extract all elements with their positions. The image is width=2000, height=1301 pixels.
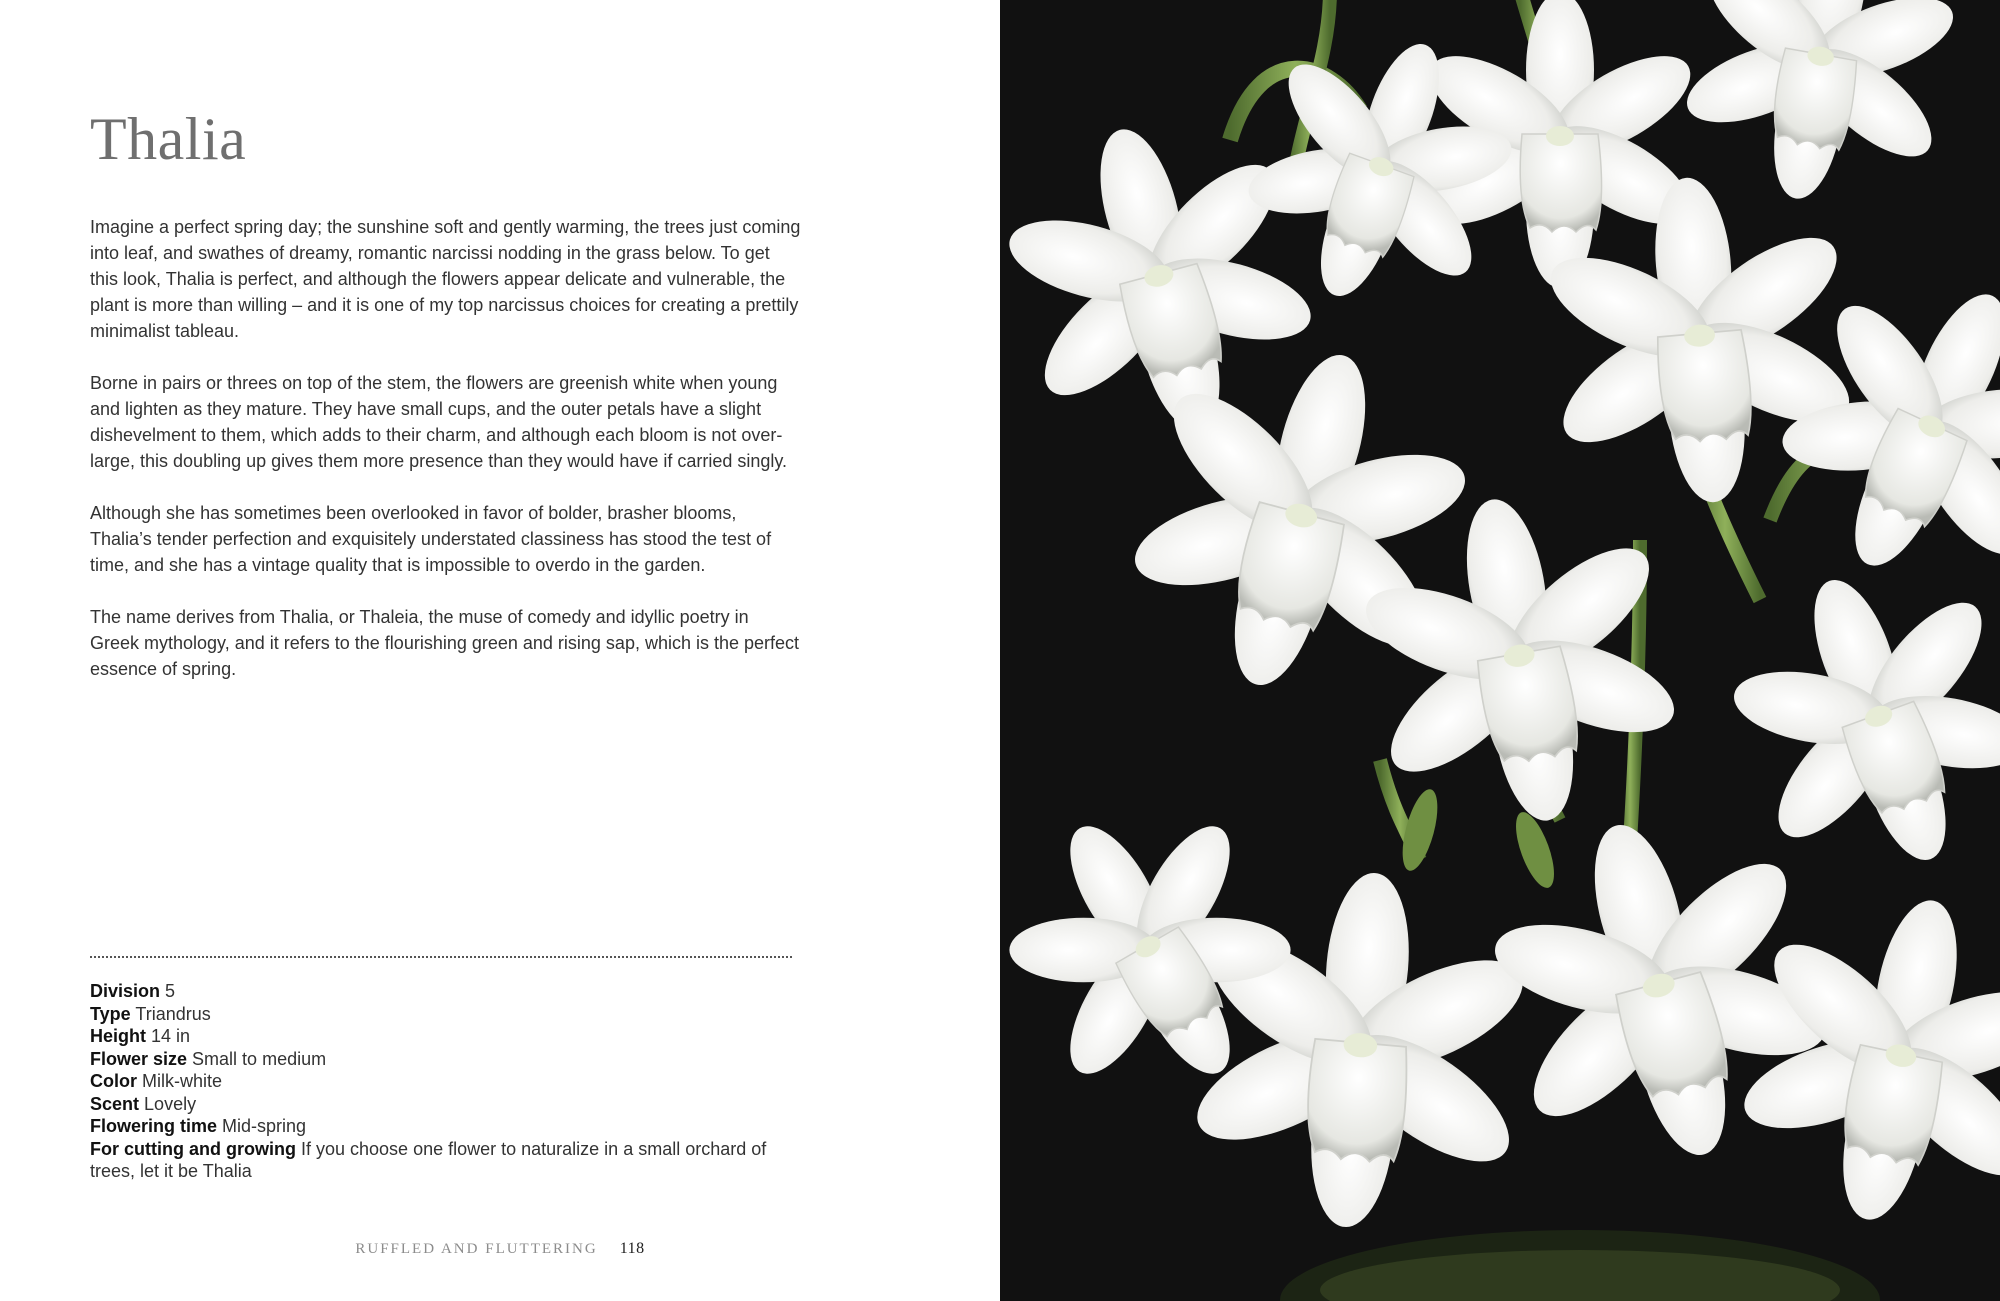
spec-label: For cutting and growing — [90, 1138, 296, 1159]
spec-label: Flower size — [90, 1048, 188, 1069]
dotted-divider — [90, 956, 792, 958]
spec-value: 5 — [165, 981, 176, 1001]
spec-label: Type — [90, 1003, 131, 1024]
spec-label: Height — [90, 1026, 146, 1046]
spec-value: Small to medium — [192, 1048, 327, 1069]
daffodil-illustration — [1000, 0, 2000, 1301]
running-section-title: RUFFLED AND FLUTTERING — [355, 1241, 598, 1257]
spec-division — [90, 980, 780, 1003]
paragraph: The name derives from Thalia, or Thaleia, the muse of comedy and idyllic poetry in Greek mythology, and it refers to the flourishing green and rising sap, which is the perfect essence of spring. — [90, 607, 800, 679]
spec-label: Scent — [90, 1093, 140, 1114]
spec-value: Mid-spring — [222, 1116, 307, 1136]
page-footer — [0, 1240, 1000, 1258]
spec-color — [90, 1070, 780, 1093]
spec-value: Triandrus — [135, 1003, 211, 1024]
spec-flowering-time — [90, 1115, 780, 1138]
spec-list — [90, 980, 780, 1183]
spec-value: If you choose one flower to naturalize in a small orchard of trees, let it be Thalia — [90, 1138, 767, 1181]
page-title: Thalia — [90, 106, 247, 172]
paragraph: Imagine a perfect spring day; the sunshine soft and gently warming, the trees just coming into leaf, and swathes of dreamy, romantic narcissi nodding in the grass below. To get this look, Thalia is perfect, and although the flowers appear delicate and vulnerable, the plant is more than willing – and it is one of my top narcissus choices for creating a prettily minimalist tableau. — [90, 217, 801, 341]
spec-type — [90, 1003, 780, 1026]
body-text — [90, 214, 802, 708]
spec-scent — [90, 1093, 780, 1116]
spec-height — [90, 1025, 780, 1048]
spec-flower-size — [90, 1048, 780, 1071]
paragraph: Although she has sometimes been overlooked in favor of bolder, brasher blooms, Thalia’s tender perfection and exquisitely understated classiness has stood the test of time, and she has a vintage quality that is impossible to overdo in the garden. — [90, 503, 772, 575]
spec-label: Flowering time — [90, 1116, 218, 1136]
spec-value: Milk-white — [142, 1071, 223, 1091]
spec-value: Lovely — [144, 1093, 197, 1114]
spec-label: Color — [90, 1071, 137, 1091]
spec-cutting-and-growing — [90, 1138, 780, 1183]
spec-value: 14 in — [151, 1026, 191, 1046]
paragraph: Borne in pairs or threes on top of the stem, the flowers are greenish white when young and lighten as they mature. They have small cups, and the outer petals have a slight dishevelment to them, which adds to their charm, and although each bloom is not over-large, this doubling up gives them more presence than they would have if carried singly. — [90, 373, 788, 471]
spec-label: Division — [90, 981, 161, 1001]
daffodil-photo — [1000, 0, 2000, 1301]
page-number: 118 — [619, 1240, 645, 1257]
